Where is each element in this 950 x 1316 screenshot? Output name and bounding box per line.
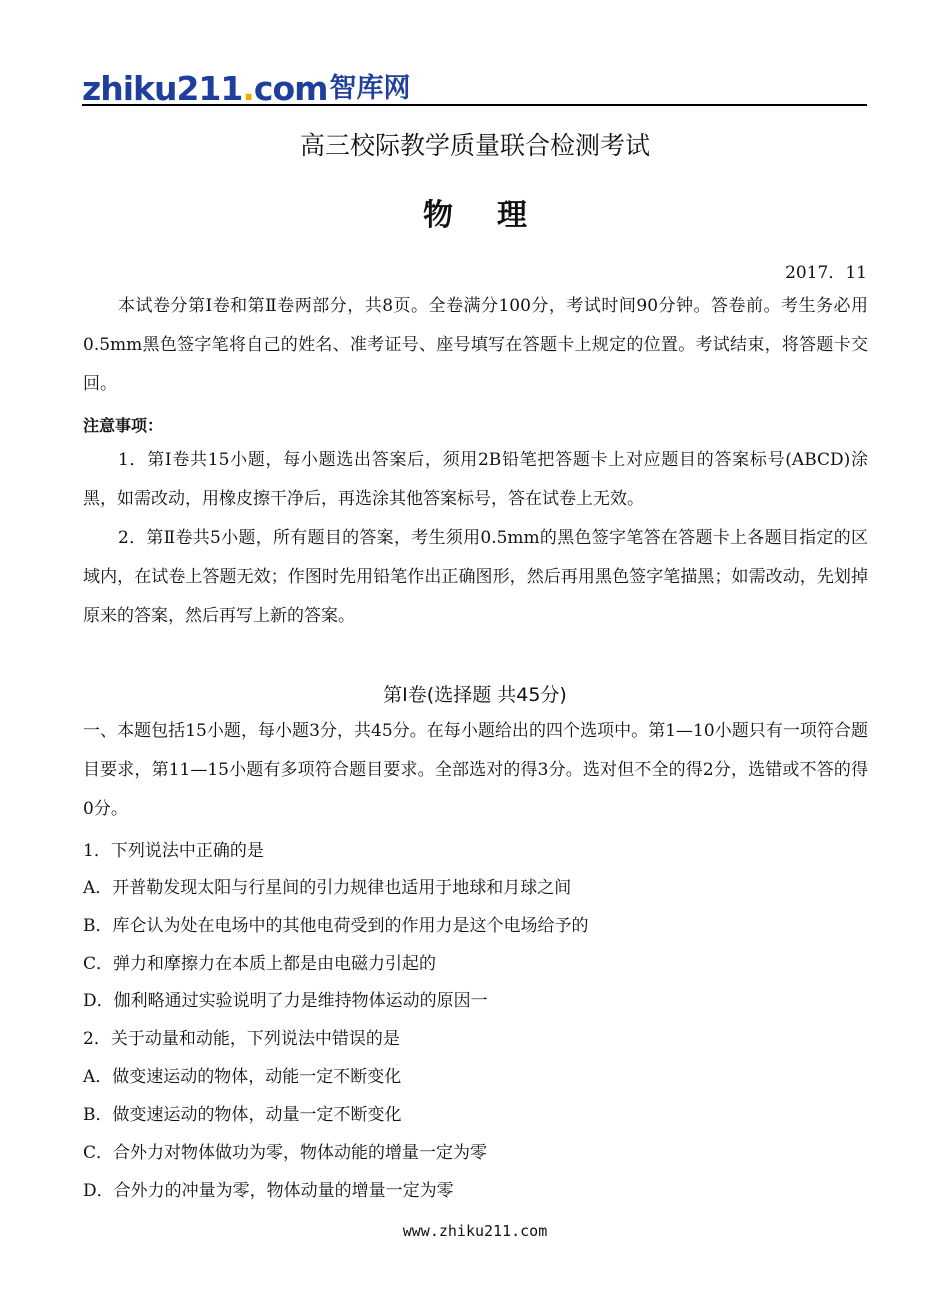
intro-paragraph: 本试卷分第Ⅰ卷和第Ⅱ卷两部分，共8页。全卷满分100分，考试时间90分钟。答卷前。考生务必用0.5mm黑色签字笔将自己的姓名、准考证号、座号填写在答题卡上规定的位置。考试结束，将答题卡交回。 [83,296,868,394]
question-stem: 1．下列说法中正确的是 [83,841,264,861]
logo-chinese-text: 智库网 [329,73,411,104]
footer-url: www.zhiku211.com [402,1222,548,1240]
exam-date: 2017．11 [785,263,867,283]
section-title: 第Ⅰ卷(选择题 共45分) [383,684,567,706]
note-item-2: 2．第Ⅱ卷共5小题，所有题目的答案，考生须用0.5mm的黑色签字笔答在答题卡上各题目指定的区域内，在试卷上答题无效；作图时先用铅笔作出正确图形，然后再用黑色签字笔描黑；如需改动，先划掉原来的答案，然后再写上新的答案。 [83,528,868,626]
subject-title: 物理 [423,198,571,233]
question-option: C．合外力对物体做功为零，物体动能的增量一定为零 [83,1143,488,1163]
note-item-1: 1．第Ⅰ卷共15小题，每小题选出答案后，须用2B铅笔把答题卡上对应题目的答案标号(ABCD)涂黑，如需改动，用橡皮擦干净后，再选涂其他答案标号，答在试卷上无效。 [83,450,868,509]
exam-title: 高三校际教学质量联合检测考试 [299,131,650,160]
question-option: A．做变速运动的物体，动能一定不断变化 [83,1067,402,1087]
question-option: B．库仑认为处在电场中的其他电荷受到的作用力是这个电场给予的 [83,916,589,936]
question-stem: 2．关于动量和动能，下列说法中错误的是 [83,1029,400,1049]
question-option: A．开普勒发现太阳与行星间的引力规律也适用于地球和月球之间 [83,878,572,898]
question-option: D．伽利略通过实验说明了力是维持物体运动的原因一 [83,991,488,1011]
header-divider [82,104,867,106]
question-option: D．合外力的冲量为零，物体动量的增量一定为零 [83,1181,454,1201]
notes-heading: 注意事项： [83,416,164,435]
logo-text: zhiku211.com [82,69,328,108]
section-instructions: 一、本题包括15小题，每小题3分，共45分。在每小题给出的四个选项中。第1—10小题只有一项符合题目要求，第11—15小题有多项符合题目要求。全部选对的得3分。选对但不全的得2分，选错或不答的得0分。 [83,721,868,819]
question-option: B．做变速运动的物体，动量一定不断变化 [83,1105,402,1125]
question-option: C．弹力和摩擦力在本质上都是由电磁力引起的 [83,954,437,974]
site-logo [82,70,411,106]
